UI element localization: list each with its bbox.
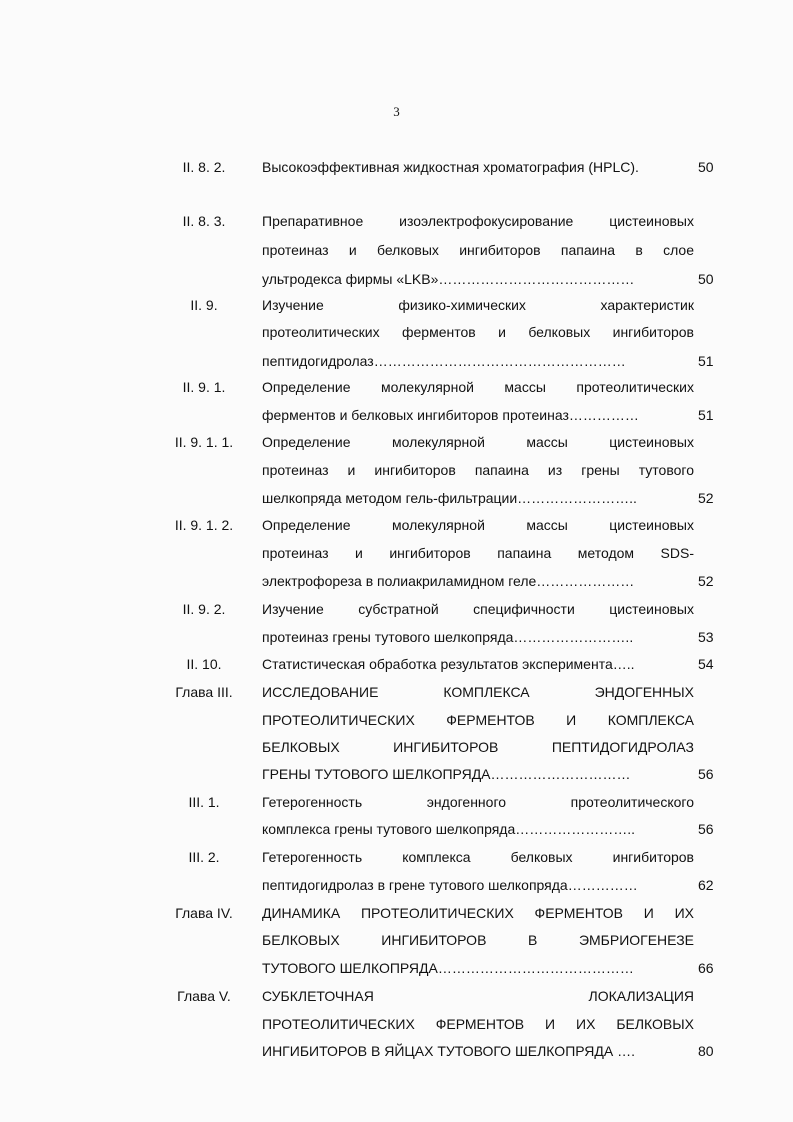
toc-entry-page: 53 bbox=[698, 629, 714, 645]
toc-entry-line: пептидогидролаз в грене тутового шелкопряда…………… bbox=[262, 877, 638, 893]
toc-entry-number: II. 9. bbox=[190, 297, 218, 313]
toc-entry-line: ИССЛЕДОВАНИЕ КОМПЛЕКСА ЭНДОГЕННЫХ bbox=[262, 684, 694, 700]
toc-entry-line: ГРЕНЫ ТУТОВОГО ШЕЛКОПРЯДА………………………… bbox=[262, 766, 631, 782]
toc-entry-page: 51 bbox=[698, 353, 714, 369]
toc-entry-line: протеиназ и белковых ингибиторов папаина в слое bbox=[262, 242, 694, 258]
toc-entry-line: электрофореза в полиакриламидном геле………………… bbox=[262, 573, 635, 589]
toc-entry-line: ТУТОВОГО ШЕЛКОПРЯДА…………………………………… bbox=[262, 960, 634, 976]
toc-entry-line: Определение молекулярной массы цистеиновых bbox=[262, 517, 694, 533]
toc-entry-line: ИНГИБИТОРОВ В ЯЙЦАХ ТУТОВОГО ШЕЛКОПРЯДА …. bbox=[262, 1043, 635, 1059]
toc-entry-number: Глава V. bbox=[177, 988, 231, 1004]
toc-entry-page: 50 bbox=[698, 159, 714, 175]
toc-entry-number: II. 9. 1. 2. bbox=[174, 517, 234, 533]
toc-entry-page: 51 bbox=[698, 407, 714, 423]
toc-entry-page: 52 bbox=[698, 573, 714, 589]
toc-entry-line: протеиназ грены тутового шелкопряда…………………….. bbox=[262, 629, 634, 645]
toc-entry-line: шелкопряда методом гель-фильтрации…………………….. bbox=[262, 490, 637, 506]
toc-entry-line: Высокоэффективная жидкостная хроматография (HPLC). bbox=[262, 159, 639, 175]
toc-entry-page: 66 bbox=[698, 960, 714, 976]
toc-entry-line: протеиназ и ингибиторов папаина из грены тутового bbox=[262, 462, 694, 478]
toc-entry-line: Определение молекулярной массы цистеиновых bbox=[262, 434, 694, 450]
toc-entry-number: II. 9. 1. 1. bbox=[174, 434, 234, 450]
toc-entry-number: II. 9. 2. bbox=[182, 601, 226, 617]
toc-entry-page: 62 bbox=[698, 877, 714, 893]
toc-entry-line: ПРОТЕОЛИТИЧЕСКИХ ФЕРМЕНТОВ И КОМПЛЕКСА bbox=[262, 712, 694, 728]
toc-entry-line: БЕЛКОВЫХ ИНГИБИТОРОВ ПЕПТИДОГИДРОЛАЗ bbox=[262, 739, 694, 755]
page-number: 3 bbox=[393, 104, 400, 119]
toc-entry-line: ДИНАМИКА ПРОТЕОЛИТИЧЕСКИХ ФЕРМЕНТОВ И ИХ bbox=[262, 905, 694, 921]
toc-entry-line: Изучение субстратной специфичности цистеиновых bbox=[262, 601, 694, 617]
toc-entry-number: Глава III. bbox=[175, 684, 233, 700]
toc-entry-line: протеиназ и ингибиторов папаина методом SDS- bbox=[262, 545, 694, 561]
toc-entry-line: пептидогидролаз……………………………………………… bbox=[262, 353, 626, 369]
toc-entry-line: ферментов и белковых ингибиторов протеиназ…………… bbox=[262, 407, 639, 423]
toc-entry-number: II. 8. 3. bbox=[182, 213, 226, 229]
toc-entry-line: Изучение физико-химических характеристик bbox=[262, 297, 694, 313]
toc-entry-number: II. 10. bbox=[186, 656, 222, 672]
toc-entry-line: Статистическая обработка результатов эксперимента….. bbox=[262, 656, 635, 672]
toc-entry-line: Препаративное изоэлектрофокусирование цистеиновых bbox=[262, 213, 694, 229]
toc-entry-line: БЕЛКОВЫХ ИНГИБИТОРОВ В ЭМБРИОГЕНЕЗЕ bbox=[262, 932, 694, 948]
toc-entry-line: комплекса грены тутового шелкопряда…………………….. bbox=[262, 821, 636, 837]
toc-entry-line: Определение молекулярной массы протеолитических bbox=[262, 379, 694, 395]
toc-entry-line: ультродекса фирмы «LKB»…………………………………… bbox=[262, 271, 635, 287]
toc-entry-page: 50 bbox=[698, 271, 714, 287]
toc-entry-page: 52 bbox=[698, 490, 714, 506]
toc-entry-page: 80 bbox=[698, 1043, 714, 1059]
toc-entry-page: 56 bbox=[698, 821, 714, 837]
toc-entry-number: II. 9. 1. bbox=[182, 379, 226, 395]
toc-entry-line: протеолитических ферментов и белковых ингибиторов bbox=[262, 324, 694, 340]
toc-entry-page: 56 bbox=[698, 766, 714, 782]
toc-entry-line: Гетерогенность комплекса белковых ингибиторов bbox=[262, 849, 694, 865]
toc-entry-line: ПРОТЕОЛИТИЧЕСКИХ ФЕРМЕНТОВ И ИХ БЕЛКОВЫХ bbox=[262, 1016, 694, 1032]
toc-entry-number: Глава IV. bbox=[175, 905, 233, 921]
toc-entry-line: Гетерогенность эндогенного протеолитического bbox=[262, 794, 694, 810]
toc-entry-page: 54 bbox=[698, 656, 714, 672]
toc-entry-line: СУБКЛЕТОЧНАЯ ЛОКАЛИЗАЦИЯ bbox=[262, 988, 694, 1004]
toc-entry-number: II. 8. 2. bbox=[182, 159, 226, 175]
toc-entry-number: III. 1. bbox=[188, 794, 220, 810]
toc-entry-number: III. 2. bbox=[188, 849, 220, 865]
